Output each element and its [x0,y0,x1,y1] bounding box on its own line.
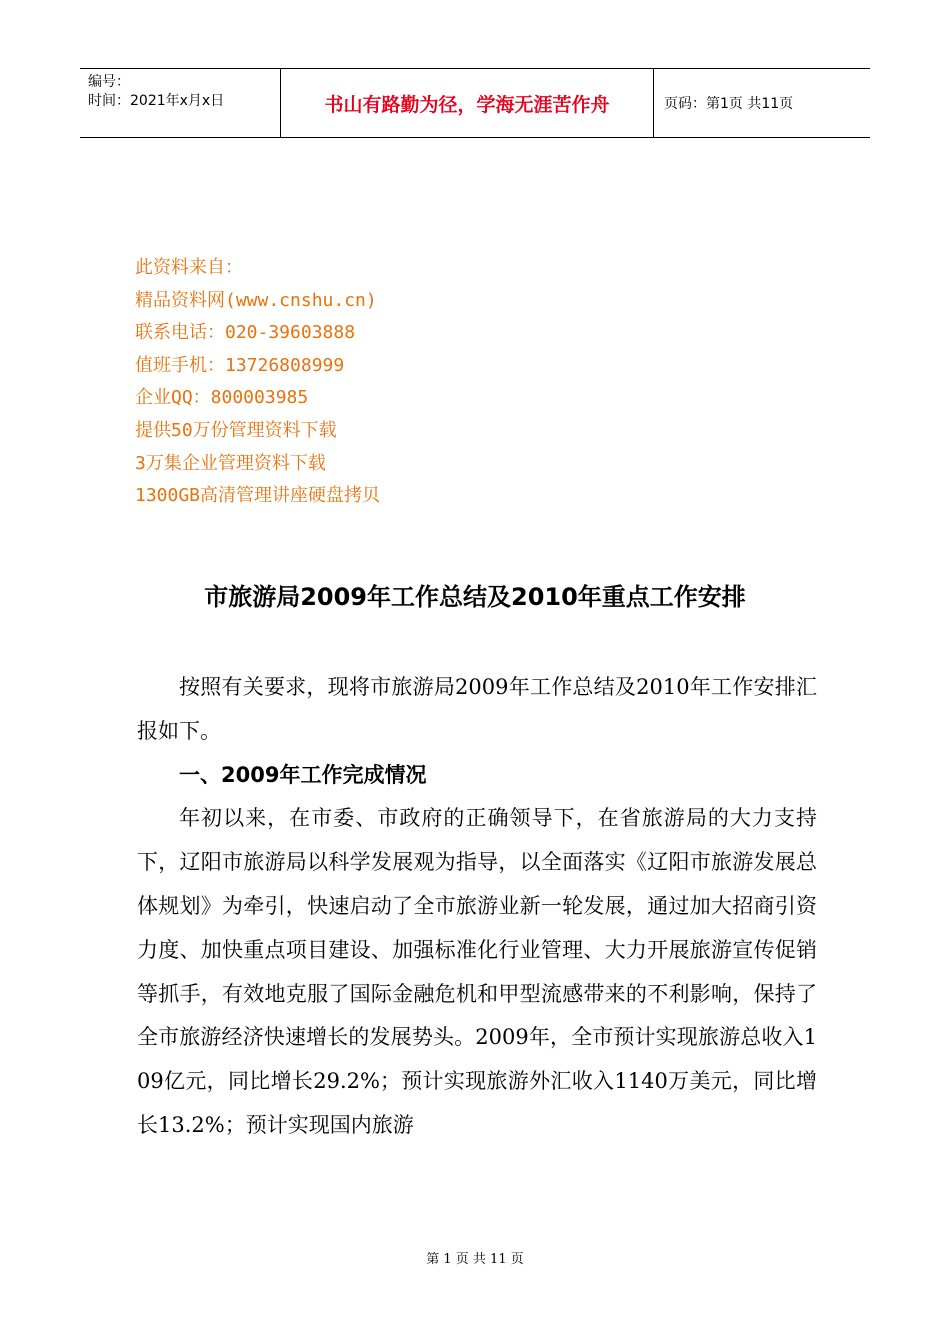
motto-text: 书山有路勤为径，学海无涯苦作舟 [324,93,610,116]
source-line: 联系电话：020-39603888 [135,322,356,344]
time-label: 时间：2021年x月x日 [88,93,225,109]
page-header [80,68,870,138]
header-meta-cell [80,69,281,137]
number-label: 编号： [88,74,130,90]
section-heading: 一、2009年工作完成情况 [179,762,427,787]
document-body [137,666,817,1148]
source-line: 3万集企业管理资料下载 [135,452,326,474]
page-footer: 第 1 页 共 11 页 [426,1252,524,1267]
intro-paragraph: 按照有关要求，现将市旅游局2009年工作总结及2010年工作安排汇报如下。 [137,675,817,743]
motto-cell [281,69,654,137]
source-line: 1300GB高清管理讲座硬盘拷贝 [135,485,381,507]
source-info-block [135,252,380,513]
source-line: 提供50万份管理资料下载 [135,419,337,441]
source-line: 此资料来自： [135,257,243,278]
body-paragraph: 年初以来，在市委、市政府的正确领导下，在省旅游局的大力支持下，辽阳市旅游局以科学发展观为指导，以全面落实《辽阳市旅游发展总体规划》为牵引，快速启动了全市旅游业新一轮发展，通过加大招商引资力度、加快重点项目建设、加强标准化行业管理、大力开展旅游宣传促销等抓手，有效地克服了国际金融危机和甲型流感带来的不利影响，保持了全市旅游经济快速增长的发展势头。2009年，全市预计实现旅游总收入109亿元，同比增长29.2%；预计实现旅游外汇收入1140万美元，同比增长13.2%；预计实现国内旅游 [137,806,817,1137]
document-title: 市旅游局2009年工作总结及2010年重点工作安排 [204,583,746,611]
source-line: 值班手机：13726808999 [135,354,345,376]
page-info-text: 页码：第1页 共11页 [664,96,794,112]
source-line: 精品资料网(www.cnshu.cn) [135,289,377,311]
page-info-cell [654,69,870,137]
source-line: 企业QQ：800003985 [135,387,309,409]
